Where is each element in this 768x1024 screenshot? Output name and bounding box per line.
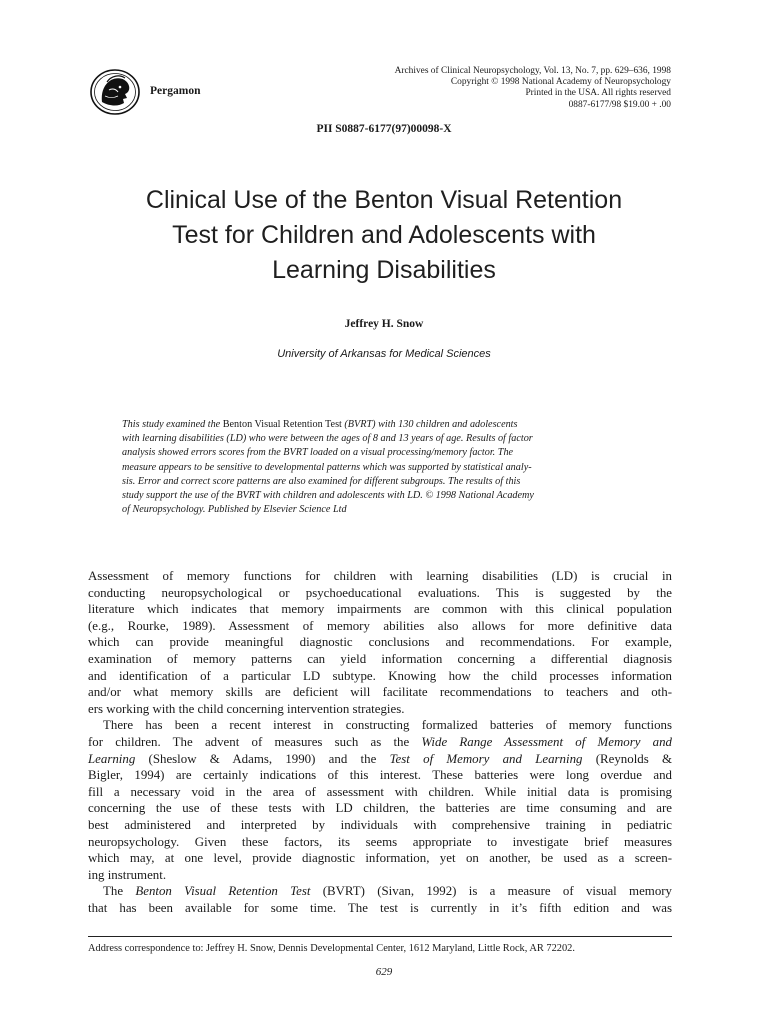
body-line: Assessment of memory functions for children with learning disabilities (LD) is crucial in (88, 569, 672, 583)
body-line: concerning the use of these tests with LD children, the batteries are time consuming and are (88, 801, 672, 816)
test-name: Learning (88, 751, 136, 766)
body-line: and/or what memory skills are deficient will facilitate recommendations to teachers and oth- (88, 685, 672, 700)
abstract-line: of Neuropsychology. Published by Elsevier Science Ltd (122, 504, 347, 516)
article-body (88, 568, 672, 916)
body-line: There has been a recent interest in constructing formalized batteries of memory functions (103, 718, 672, 733)
article-title (60, 183, 708, 288)
body-line: conducting neuropsychological or psychoeducational evaluations. This is suggested by the (88, 585, 672, 600)
body-line: literature which indicates that memory impairments are common with this clinical population (88, 602, 672, 617)
author-affiliation: University of Arkansas for Medical Sciences (277, 348, 491, 360)
abstract-line: sis. Error and correct score patterns are also examined for different subgroups. The results of this (122, 475, 521, 487)
abstract (122, 418, 634, 517)
journal-citation (395, 66, 671, 111)
body-text: (Sheslow & Adams, 1990) and the (135, 751, 390, 766)
citation-line: Archives of Clinical Neuropsychology, Vol. 13, No. 7, pp. 629–636, 1998 (394, 66, 671, 76)
body-line (88, 734, 672, 751)
body-text: (BVRT) (Sivan, 1992) is a measure of visual memory (310, 884, 672, 899)
abstract-line: analysis showed errors scores from the BVRT loaded on a visual processing/memory factor. The (122, 447, 514, 459)
abstract-line: study support the use of the BVRT with children and adolescents with LD. © 1998 National Academy (122, 490, 534, 502)
pergamon-logo-icon (89, 68, 141, 116)
body-text: for children. The advent of measures such as the (88, 734, 422, 749)
body-line: which can provide meaningful diagnostic conclusions and recommendations. For example, (88, 635, 672, 650)
body-line (88, 883, 672, 900)
pii-identifier: PII S0887-6177(97)00098-X (316, 123, 452, 135)
test-name: Benton Visual Retention Test (135, 884, 311, 899)
body-text: (Reynolds & (582, 751, 673, 766)
paragraph (88, 568, 672, 717)
abstract-text: (BVRT) with 130 children and adolescents (341, 419, 518, 430)
paragraph (88, 883, 672, 916)
page-number: 629 (375, 966, 393, 978)
body-line: which may, at one level, provide diagnostic information, yet on another, be used as a screen- (88, 851, 672, 866)
test-name: Test of Memory and Learning (389, 751, 583, 766)
abstract-line (122, 418, 634, 432)
test-name: Wide Range Assessment of Memory and (421, 734, 672, 749)
paragraph (88, 717, 672, 883)
body-line: that has been available for some time. The test is currently in it’s fifth edition and was (88, 900, 672, 915)
title-line: Test for Children and Adolescents with (172, 221, 596, 249)
body-line: ing instrument. (88, 867, 167, 882)
title-line: Learning Disabilities (272, 256, 496, 284)
abstract-line: with learning disabilities (LD) who were between the ages of 8 and 13 years of age. Results of factor (122, 433, 533, 445)
body-text: The (103, 884, 136, 899)
body-line: (e.g., Rourke, 1989). Assessment of memory abilities also allows for more definitive data (88, 618, 672, 633)
publisher-name: Pergamon (150, 85, 201, 97)
body-line: examination of memory patterns can yield information concerning a differential diagnosis (88, 651, 672, 666)
abstract-line: measure appears to be sensitive to developmental patterns which was supported by statistical analy- (122, 461, 532, 473)
correspondence-footnote: Address correspondence to: Jeffrey H. Snow, Dennis Developmental Center, 1612 Maryland, Little Rock, AR 72202. (88, 943, 575, 954)
footnote-divider (88, 936, 672, 937)
body-line: and identification of a particular LD subtype. Knowing how the child processes information (88, 668, 672, 683)
citation-line: Copyright © 1998 National Academy of Neuropsychology (450, 77, 671, 88)
abstract-text: This study examined the (122, 419, 223, 430)
body-line: neuropsychology. Given these factors, its seems appropriate to investigate brief measures (88, 834, 672, 849)
body-line (88, 751, 672, 768)
author-name: Jeffrey H. Snow (344, 318, 424, 330)
body-line: Bigler, 1994) are certainly indications of this interest. These batteries were long overdue and (88, 768, 672, 783)
body-line: best administered and interpreted by individuals with comprehensive training in pediatric (88, 817, 672, 832)
citation-line: Printed in the USA. All rights reserved (525, 88, 671, 99)
abstract-test-name: Benton Visual Retention Test (222, 419, 342, 430)
body-line: ers working with the child concerning intervention strategies. (88, 701, 405, 716)
title-line: Clinical Use of the Benton Visual Retention (145, 186, 623, 214)
body-line: fill a necessary void in the area of assessment with children. While initial data is promising (88, 784, 672, 799)
citation-line: 0887-6177/98 $19.00 + .00 (568, 99, 671, 110)
